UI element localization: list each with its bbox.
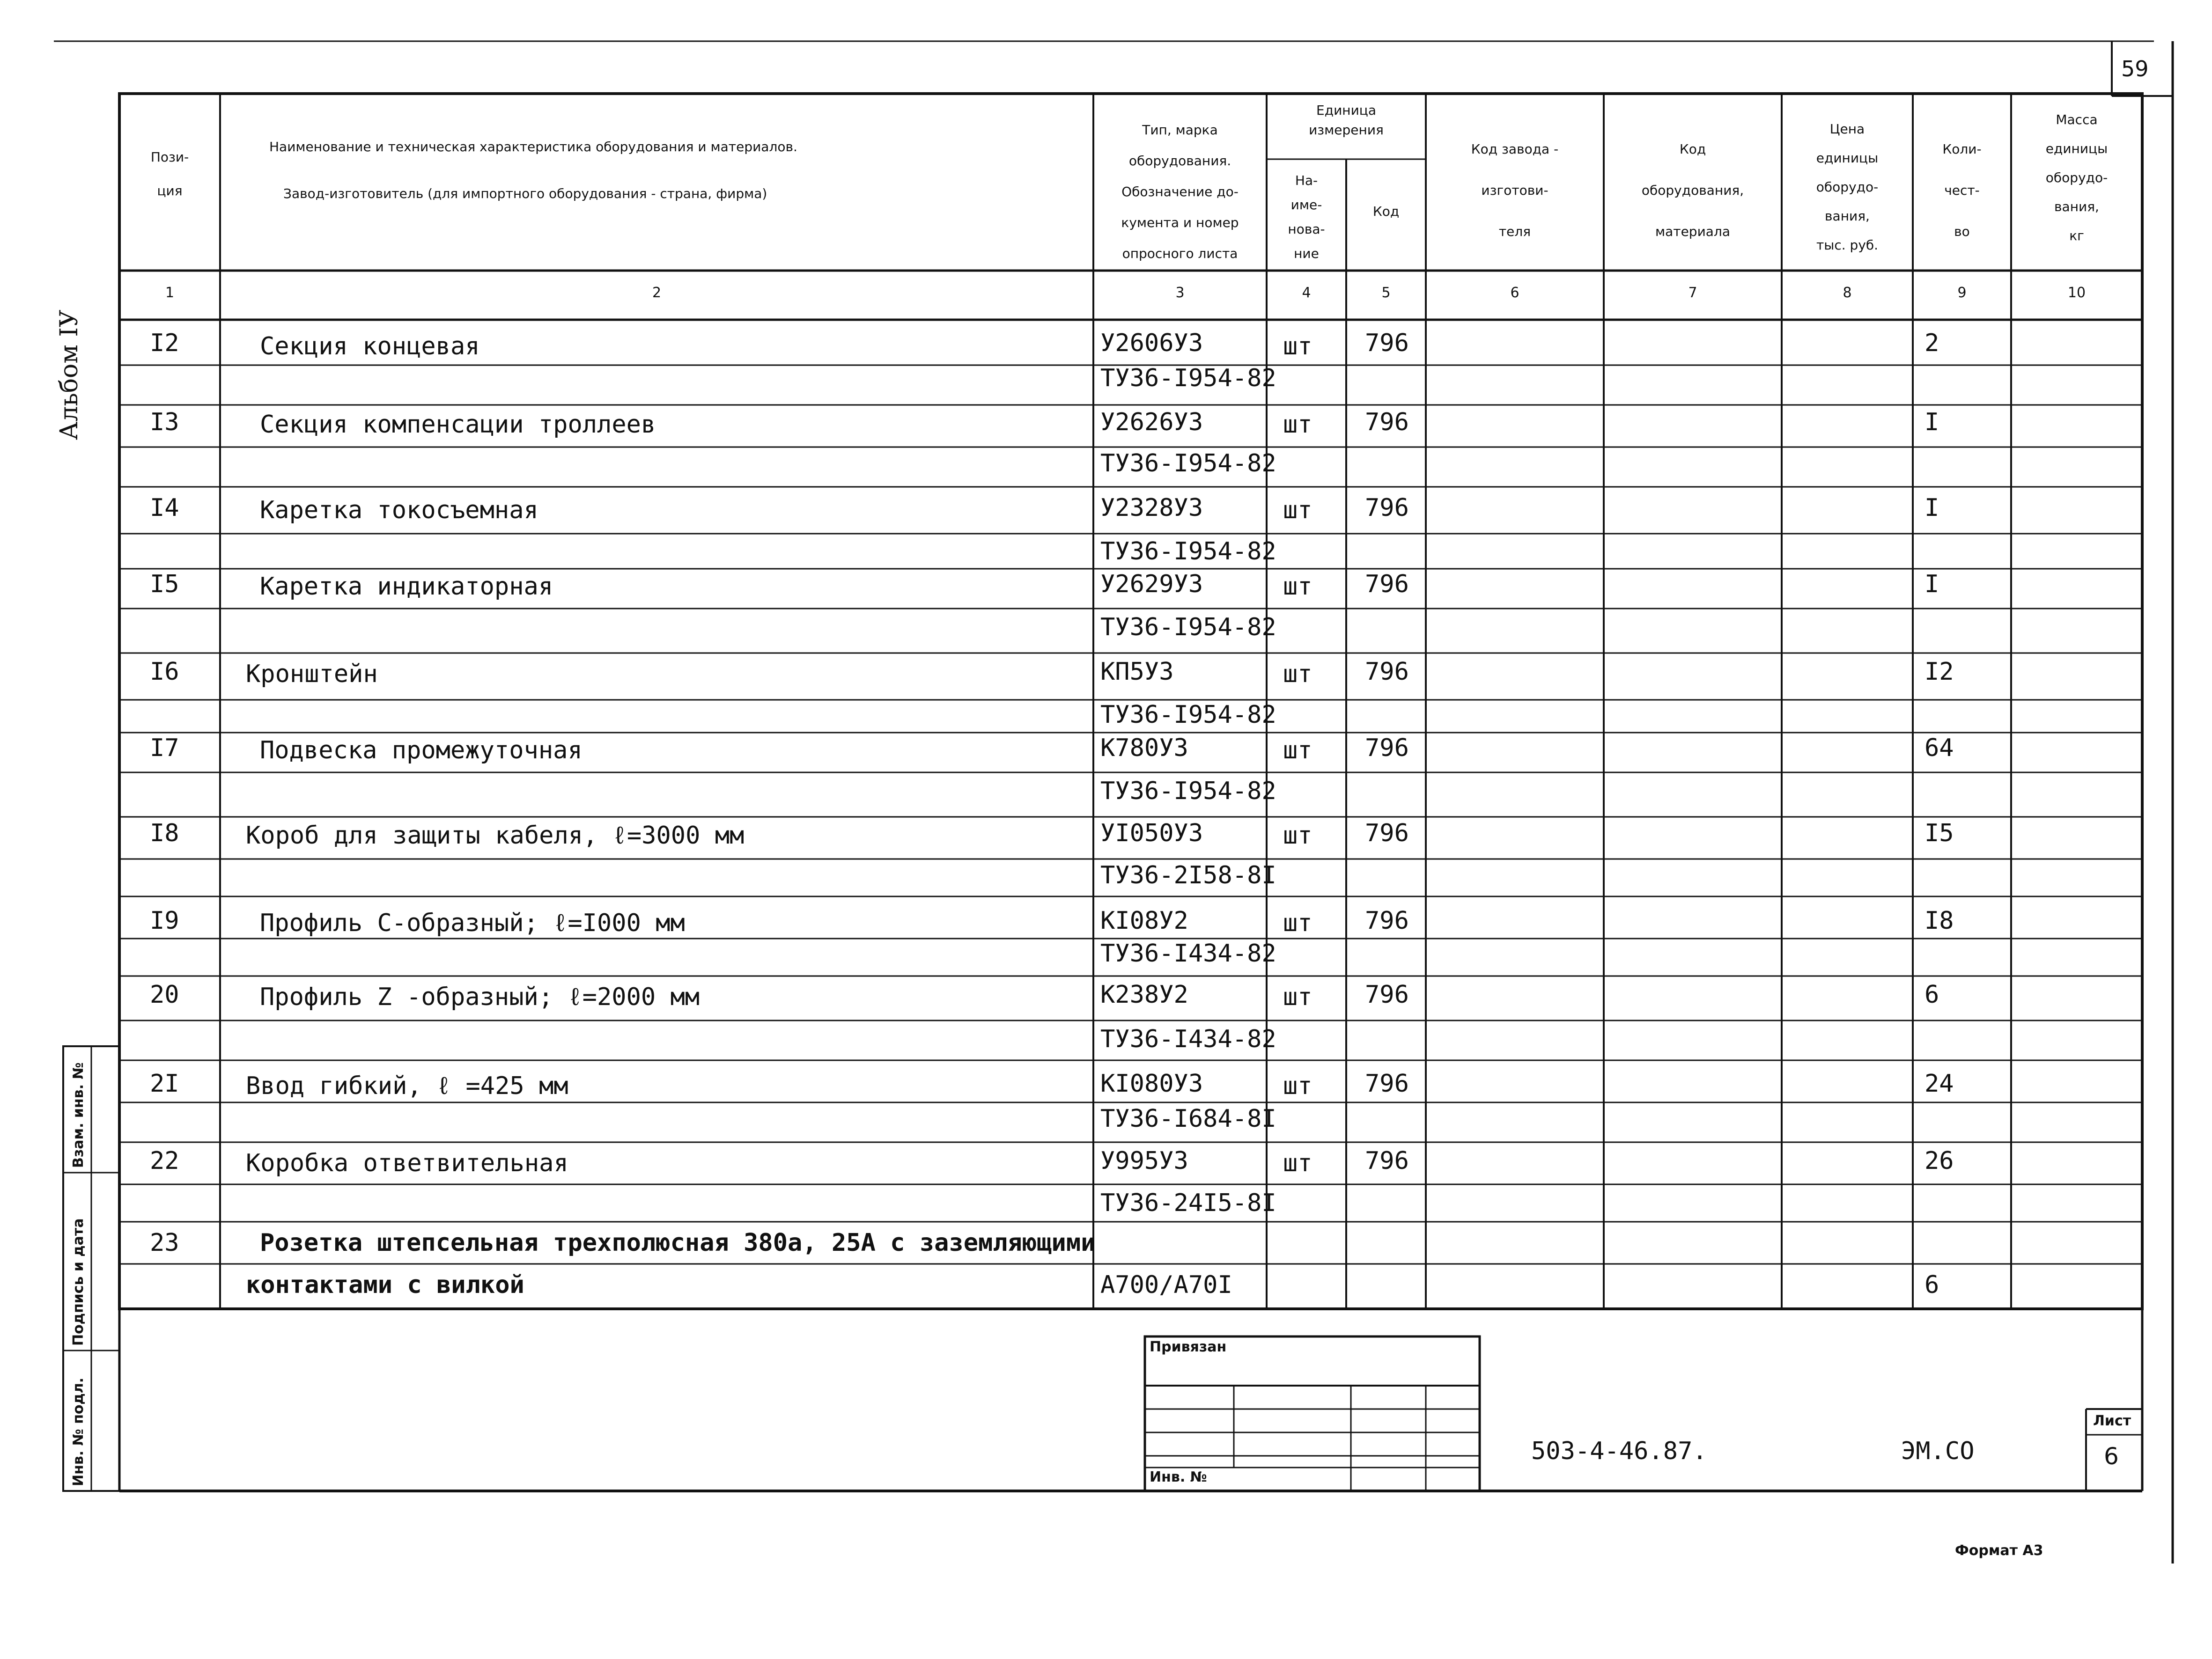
table-row-name: Кронштейн <box>246 660 378 688</box>
header-quantity: Коли- чест- во <box>1942 141 1982 239</box>
sheet-number: 6 <box>2104 1443 2119 1470</box>
table-row-doc: ТУ36-I954-82 <box>1100 449 1276 477</box>
table-row-pos: I3 <box>150 408 179 436</box>
table-row-qty: 24 <box>1924 1070 1954 1098</box>
table-row-type: У2626У3 <box>1100 408 1203 436</box>
colnum-10: 10 <box>2067 285 2086 301</box>
table-row-type: К238У2 <box>1100 981 1188 1009</box>
table-row-name: Коробка ответвительная <box>246 1149 568 1177</box>
table-row-doc: ТУ36-I954-82 <box>1100 364 1276 392</box>
table-row-doc: ТУ36-I954-82 <box>1100 613 1276 641</box>
table-row-code: 796 <box>1365 494 1409 522</box>
side-stamp-vzam: Взам. инв. № <box>70 1062 87 1168</box>
table-row-qty: 6 <box>1924 1271 1939 1299</box>
table-row-type: У995У3 <box>1100 1147 1188 1175</box>
table-row-pos: I5 <box>150 570 179 598</box>
header-mass: Масса единицы оборудо- вания, кг <box>2045 112 2108 243</box>
table-row-type: У2606У3 <box>1100 329 1203 357</box>
table-row-name: Каретка токосъемная <box>260 496 538 524</box>
table-row-type: КI08У2 <box>1100 907 1188 935</box>
table-row-name: Профиль Z -образный; ℓ=2000 мм <box>260 983 700 1011</box>
colnum-5: 5 <box>1381 285 1391 301</box>
table-row-doc: ТУ36-24I5-8I <box>1100 1189 1276 1217</box>
table-row-pos: I9 <box>150 907 179 935</box>
document-mark: ЭМ.СО <box>1901 1437 1975 1465</box>
table-row-code: 796 <box>1365 570 1409 598</box>
table-row-pos: 2I <box>150 1070 179 1098</box>
table-row-name: Ввод гибкий, ℓ =425 мм <box>246 1072 568 1100</box>
table-row-pos: 23 <box>150 1229 179 1257</box>
header-unit-group: Единица измерения <box>1309 103 1384 138</box>
header-name-line2: Завод-изготовитель (для импортного оборудования - страна, фирма) <box>283 186 767 201</box>
album-label: Альбом IУ <box>55 309 83 440</box>
table-row-unit: шт <box>1283 1072 1312 1100</box>
table-row-name: Розетка штепсельная трехполюсная 380а, 25А с заземляющими <box>260 1229 1096 1257</box>
table-row-doc: ТУ36-I434-82 <box>1100 940 1276 968</box>
table-row-type: К780У3 <box>1100 734 1188 762</box>
table-row-unit: шт <box>1283 573 1312 601</box>
table-row-unit: шт <box>1283 332 1312 360</box>
table-row-type: У2328У3 <box>1100 494 1203 522</box>
table-row-pos: I2 <box>150 329 179 357</box>
table-row-code: 796 <box>1365 907 1409 935</box>
table-row-pos: I8 <box>150 819 179 847</box>
table-row-qty: 64 <box>1924 734 1954 762</box>
page-number: 59 <box>2121 56 2149 81</box>
table-row-unit: шт <box>1283 736 1312 764</box>
table-row-unit: шт <box>1283 909 1312 937</box>
colnum-3: 3 <box>1175 285 1185 301</box>
table-row-doc: ТУ36-I434-82 <box>1100 1025 1276 1053</box>
table-row-name-cont: контактами с вилкой <box>246 1271 524 1299</box>
table-row-name: Короб для защиты кабеля, ℓ=3000 мм <box>246 822 745 850</box>
colnum-1: 1 <box>165 285 175 301</box>
table-row-qty: I5 <box>1924 819 1954 847</box>
table-row-type: У2629У3 <box>1100 570 1203 598</box>
table-row-code: 796 <box>1365 329 1409 357</box>
table-row-pos: I7 <box>150 734 179 762</box>
table-row-name: Секция компенсации троллеев <box>260 411 656 439</box>
colnum-4: 4 <box>1302 285 1311 301</box>
stamp-inv-no: Инв. № <box>1150 1469 1207 1485</box>
header-unit-code: Код <box>1372 204 1400 219</box>
table-row-unit: шт <box>1283 411 1312 439</box>
document-code: 503-4-46.87. <box>1531 1437 1707 1465</box>
table-row-doc: ТУ36-I954-82 <box>1100 701 1276 729</box>
table-row-doc: ТУ36-I954-82 <box>1100 537 1276 565</box>
table-row-code: 796 <box>1365 819 1409 847</box>
table-row-pos: I6 <box>150 658 179 686</box>
format-label: Формат А3 <box>1955 1542 2043 1559</box>
colnum-2: 2 <box>652 285 662 301</box>
table-row-qty: I <box>1924 408 1939 436</box>
table-row-pos: 22 <box>150 1147 179 1175</box>
table-row-code: 796 <box>1365 734 1409 762</box>
header-price: Цена единицы оборудо- вания, тыс. руб. <box>1816 121 1879 253</box>
table-row-pos: I4 <box>150 494 179 522</box>
header-position: Пози- ция <box>150 149 189 198</box>
table-row-unit: шт <box>1283 660 1312 688</box>
table-row-name: Каретка индикаторная <box>260 573 553 601</box>
table-row-unit: шт <box>1283 1149 1312 1177</box>
header-equipment-code: Код оборудования, материала <box>1641 141 1744 239</box>
table-row-qty: I8 <box>1924 907 1954 935</box>
table-row-name: Подвеска промежуточная <box>260 736 582 764</box>
table-row-type: КI080У3 <box>1100 1070 1203 1098</box>
colnum-9: 9 <box>1957 285 1967 301</box>
table-row-code: 796 <box>1365 658 1409 686</box>
table-row-qty: I <box>1924 494 1939 522</box>
table-row-qty: I2 <box>1924 658 1954 686</box>
sheet-label: Лист <box>2093 1413 2131 1429</box>
table-row-qty: 2 <box>1924 329 1939 357</box>
table-row-code: 796 <box>1365 981 1409 1009</box>
table-row-unit: шт <box>1283 822 1312 850</box>
table-row-unit: шт <box>1283 496 1312 524</box>
table-row-doc: А700/А70I <box>1100 1271 1232 1299</box>
header-manufacturer-code: Код завода - изготови- теля <box>1471 141 1559 239</box>
table-row-pos: 20 <box>150 981 179 1009</box>
side-stamp-inv-podl: Инв. № подл. <box>70 1377 87 1486</box>
table-row-code: 796 <box>1365 1147 1409 1175</box>
stamp-privyazan: Привязан <box>1150 1339 1227 1355</box>
table-row-unit: шт <box>1283 983 1312 1011</box>
colnum-8: 8 <box>1843 285 1852 301</box>
table-row-code: 796 <box>1365 408 1409 436</box>
table-row-doc: ТУ36-2I58-8I <box>1100 861 1276 889</box>
side-stamp-podpis: Подпись и дата <box>70 1218 87 1346</box>
colnum-6: 6 <box>1510 285 1519 301</box>
table-row-doc: ТУ36-I954-82 <box>1100 777 1276 805</box>
colnum-7: 7 <box>1688 285 1697 301</box>
table-row-qty: 26 <box>1924 1147 1954 1175</box>
header-unit-name: На- име- нова- ние <box>1288 173 1325 261</box>
table-row-qty: I <box>1924 570 1939 598</box>
header-name-line1: Наименование и техническая характеристика оборудования и материалов. <box>269 139 797 154</box>
table-row-name: Профиль С-образный; ℓ=I000 мм <box>260 909 685 937</box>
table-row-doc: ТУ36-I684-8I <box>1100 1105 1276 1133</box>
table-row-name: Секция концевая <box>260 332 480 360</box>
table-row-code: 796 <box>1365 1070 1409 1098</box>
table-row-type: УI050У3 <box>1100 819 1203 847</box>
table-row-qty: 6 <box>1924 981 1939 1009</box>
header-type: Тип, марка оборудования. Обозначение до- кумента и номер опросного листа <box>1121 122 1239 261</box>
table-row-type: КП5У3 <box>1100 658 1174 686</box>
